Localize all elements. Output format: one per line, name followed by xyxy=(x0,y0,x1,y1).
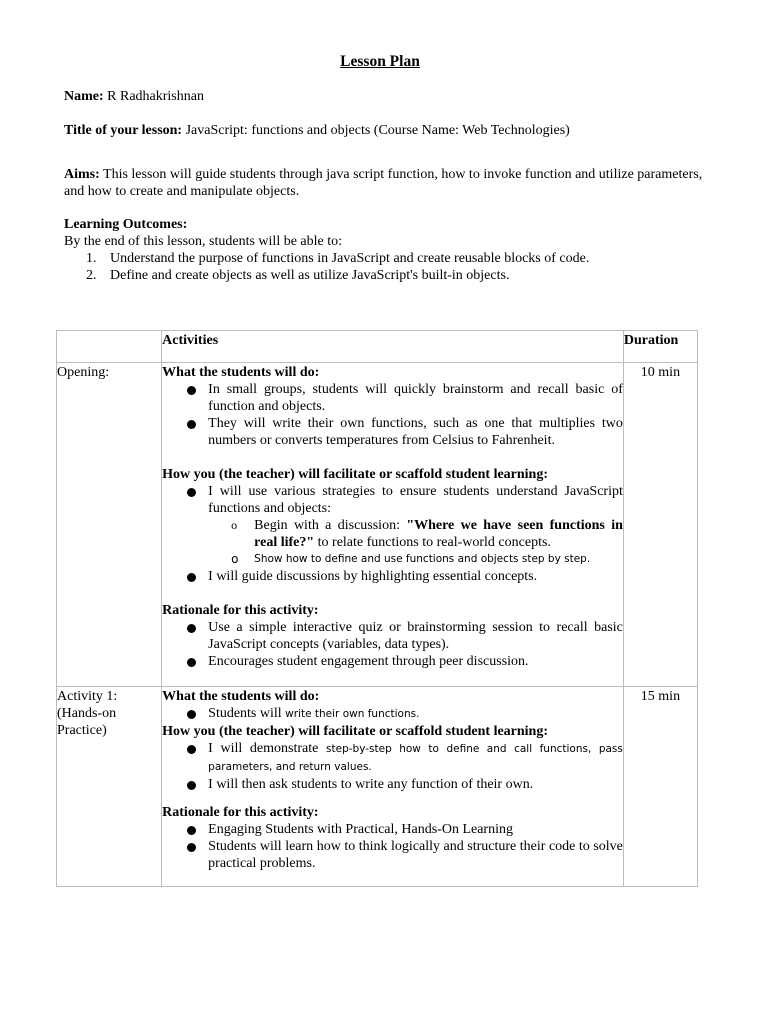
name-line xyxy=(64,88,204,105)
list-item: They will write their own functions, such as one that multiplies two numbers or converts temperatures from Celsius to Fahrenheit. xyxy=(208,416,623,448)
teacher-heading: How you (the teacher) will facilitate or scaffold student learning: xyxy=(162,467,549,482)
aims-paragraph xyxy=(64,166,704,200)
teacher-heading: How you (the teacher) will facilitate or scaffold student learning: xyxy=(162,724,549,739)
stage-opening: Opening: xyxy=(57,363,162,687)
outcome-number: 2. xyxy=(86,268,97,283)
sub-list xyxy=(208,517,623,568)
list-item: In small groups, students will quickly brainstorm and recall basic of function and objects. xyxy=(208,382,623,414)
list-item: Engaging Students with Practical, Hands-On Learning xyxy=(208,821,623,838)
activities-opening xyxy=(162,363,624,687)
students-list xyxy=(162,381,623,449)
list-item: Encourages student engagement through peer discussion. xyxy=(208,653,623,670)
lesson-title-label: Title of your lesson: xyxy=(64,123,183,138)
rationale-heading: Rationale for this activity: xyxy=(162,805,319,820)
list-item: I will guide discussions by highlighting essential concepts. xyxy=(208,568,623,585)
outcomes-list xyxy=(64,250,750,284)
students-heading: What the students will do: xyxy=(162,689,320,704)
discussion-question: "Where we have seen functions in real life?" xyxy=(254,518,623,550)
outcome-text: Define and create objects as well as utilize JavaScript's built-in objects. xyxy=(110,268,510,283)
sub-list-item: o Show how to define and use functions and objects step by step. xyxy=(254,551,623,568)
lesson-title-line xyxy=(64,122,570,139)
outcome-number: 1. xyxy=(86,251,97,266)
list-item: I will use various strategies to ensure students understand JavaScript functions and objects: o Begin with a discussion: "Where we have seen functions in real life?" to relate functions to real-world concepts. o Show how to define and use functions and objects step by step. xyxy=(208,483,623,568)
duration-opening: 10 min xyxy=(623,363,697,687)
outcome-text: Understand the purpose of functions in JavaScript and create reusable blocks of code. xyxy=(110,251,590,266)
outcomes-label: Learning Outcomes: xyxy=(64,217,188,232)
activities-activity1 xyxy=(162,687,624,887)
header-activities: Activities xyxy=(162,331,624,363)
lesson-title-value: JavaScript: functions and objects (Course Name: Web Technologies) xyxy=(185,123,570,138)
rationale-list xyxy=(162,619,623,670)
students-list xyxy=(162,705,623,723)
list-item: Students will write their own functions. xyxy=(208,705,623,723)
name-label: Name: xyxy=(64,89,104,104)
list-item: I will demonstrate step-by-step how to define and call functions, pass parameters, and return values. xyxy=(208,740,623,776)
list-item: Use a simple interactive quiz or brainstorming session to recall basic JavaScript concepts (variables, data types). xyxy=(208,620,623,652)
outcome-item xyxy=(86,267,750,284)
table-row-activity1 xyxy=(57,687,698,887)
header-stage xyxy=(57,331,162,363)
header-duration: Duration xyxy=(623,331,697,363)
sub-list-item: o Begin with a discussion: "Where we have seen functions in real life?" to relate functions to real-world concepts. xyxy=(254,517,623,551)
list-item: I will then ask students to write any function of their own. xyxy=(208,776,623,793)
table-header-row xyxy=(57,331,698,363)
name-value: R Radhakrishnan xyxy=(107,89,204,104)
teacher-list xyxy=(162,483,623,585)
students-heading: What the students will do: xyxy=(162,365,320,380)
teacher-list xyxy=(162,740,623,793)
stage-activity1: Activity 1: (Hands-on Practice) xyxy=(57,687,162,887)
rationale-list xyxy=(162,821,623,872)
outcomes-intro: By the end of this lesson, students will be able to: xyxy=(64,234,343,249)
rationale-heading: Rationale for this activity: xyxy=(162,603,319,618)
table-row-opening xyxy=(57,363,698,687)
lesson-plan-table xyxy=(56,330,698,887)
duration-activity1: 15 min xyxy=(623,687,697,887)
aims-text: This lesson will guide students through java script function, how to invoke function and utilize parameters, and how to create and manipulate objects. xyxy=(64,167,703,199)
list-item: Students will learn how to think logically and structure their code to solve practical problems. xyxy=(208,839,623,871)
aims-label: Aims: xyxy=(64,167,100,182)
document-title: Lesson Plan xyxy=(340,53,420,70)
outcome-item xyxy=(86,250,750,267)
